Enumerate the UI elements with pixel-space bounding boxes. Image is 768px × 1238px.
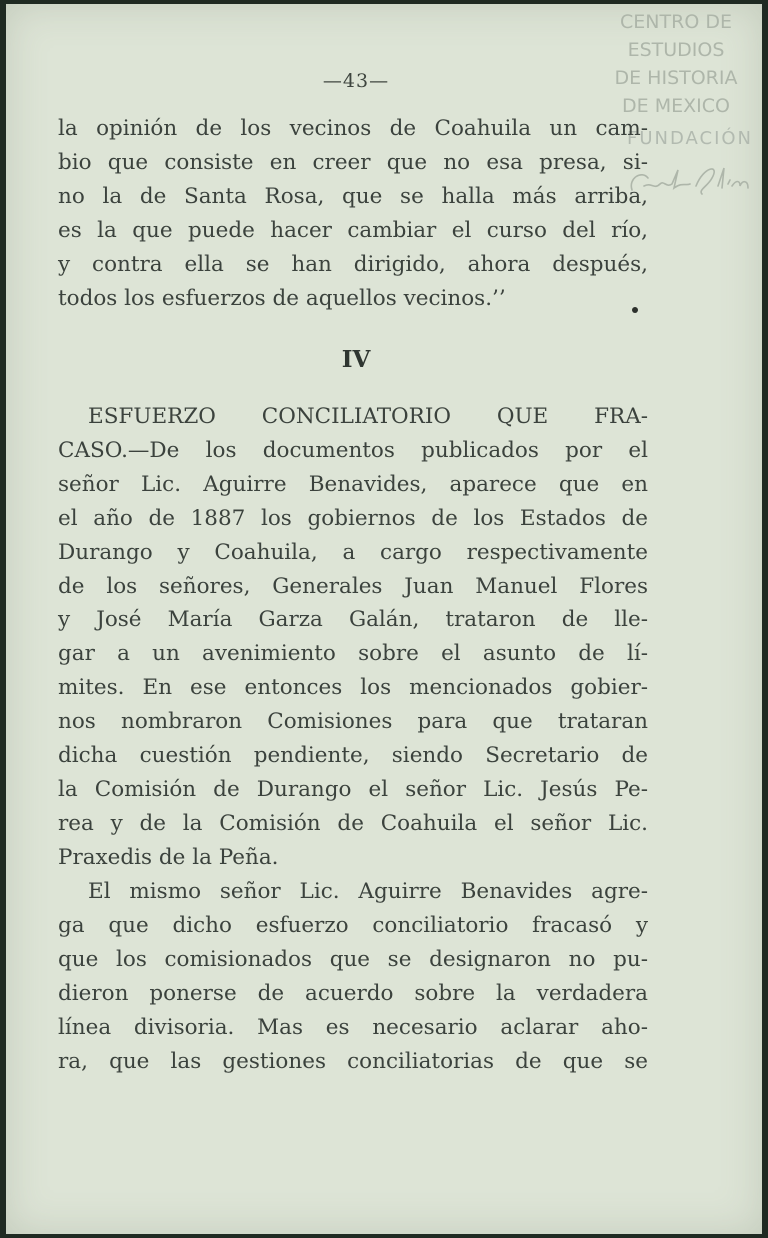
text-line: línea divisoria. Mas es necesario aclarar aho- <box>58 1014 648 1040</box>
page-number: —43— <box>322 70 390 92</box>
text-line: ga que dicho esfuerzo conciliatorio fracasó y <box>58 912 648 938</box>
text-line: señor Lic. Aguirre Benavides, aparece que en <box>58 471 648 497</box>
text-line: y contra ella se han dirigido, ahora después, <box>58 251 648 277</box>
text-line: dicha cuestión pendiente, siendo Secretario de <box>58 743 648 769</box>
text-line: rea y de la Comisión de Coahuila el señor Lic. <box>58 810 648 836</box>
text-line: bio que consiste en creer que no esa presa, si- <box>58 149 648 175</box>
text-line: Durango y Coahuila, a cargo respectivamente <box>58 539 648 565</box>
watermark-line: ESTUDIOS <box>627 39 725 61</box>
ink-dot <box>632 307 638 313</box>
text-line: Praxedis de la Peña. <box>58 844 279 870</box>
watermark-archive <box>596 8 756 120</box>
watermark-foundation: FUNDACIÓN <box>626 128 754 149</box>
text-line: gar a un avenimiento sobre el asunto de lí- <box>58 641 648 667</box>
watermark-line: DE HISTORIA <box>614 67 738 89</box>
text-line: todos los esfuerzos de aquellos vecinos.’’ <box>58 285 506 311</box>
text-line: nos nombraron Comisiones para que trataran <box>58 709 648 735</box>
text-line: mites. En ese entonces los mencionados gobier- <box>58 675 648 701</box>
text-line: es la que puede hacer cambiar el curso del río, <box>58 217 648 243</box>
text-line: ra, que las gestiones conciliatorias de que se <box>58 1048 648 1074</box>
section-heading: IV <box>341 346 371 373</box>
text-line: y José María Garza Galán, trataron de lle- <box>58 607 648 633</box>
text-line: que los comisionados que se designaron no pu- <box>58 946 648 972</box>
text-line: no la de Santa Rosa, que se halla más arriba, <box>58 183 648 209</box>
text-line: ESFUERZO CONCILIATORIO QUE FRA- <box>88 404 648 429</box>
watermark-line: CENTRO DE <box>620 11 732 33</box>
watermark-line: DE MEXICO <box>622 95 730 117</box>
text-line: la Comisión de Durango el señor Lic. Jesús Pe- <box>58 776 648 802</box>
paragraph-section-iv <box>58 400 648 875</box>
text-line: de los señores, Generales Juan Manuel Flores <box>58 573 648 599</box>
text-line: dieron ponerse de acuerdo sobre la verdadera <box>58 980 648 1006</box>
text-line: el año de 1887 los gobiernos de los Estados de <box>58 505 648 531</box>
paragraph-next <box>58 875 648 1078</box>
paragraph-continuation <box>58 112 648 315</box>
document-page <box>6 4 762 1234</box>
text-line: CASO.—De los documentos publicados por el <box>58 437 648 463</box>
text-line: la opinión de los vecinos de Coahuila un cam- <box>58 116 648 141</box>
text-line: El mismo señor Lic. Aguirre Benavides agre- <box>88 879 648 904</box>
